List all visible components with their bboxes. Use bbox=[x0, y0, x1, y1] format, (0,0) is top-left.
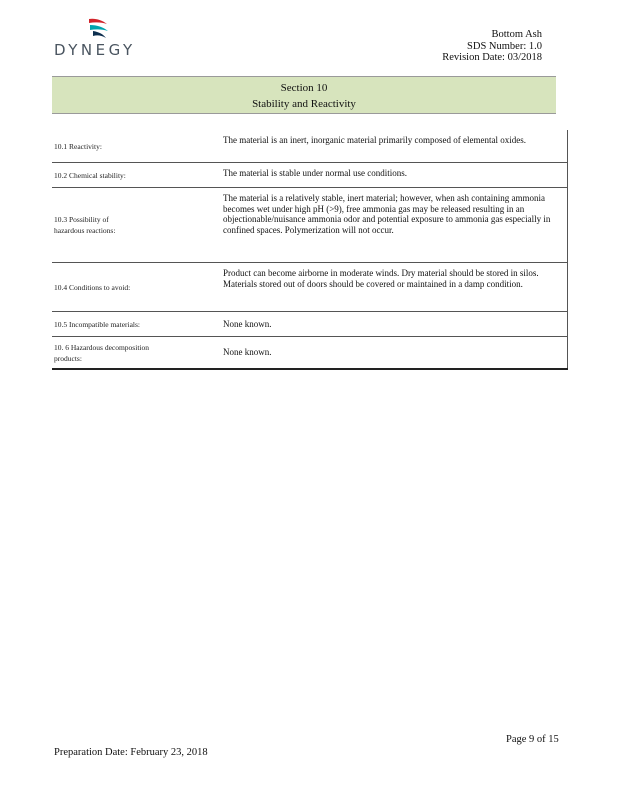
sds-number: SDS Number: 1.0 bbox=[467, 40, 542, 52]
logo-wordmark: DYNEGY bbox=[54, 41, 136, 59]
revision-date: Revision Date: 03/2018 bbox=[442, 52, 542, 63]
row-value: None known. bbox=[220, 312, 568, 336]
row-label: 10.2 Chemical stability: bbox=[54, 170, 126, 180]
row-label: 10. 6 Hazardous decomposition products: bbox=[54, 342, 149, 363]
table-row bbox=[52, 188, 568, 263]
row-value: Product can become airborne in moderate winds. Dry material should be stored in silos. Materials stored out of doors should be covered or maintained in a damp condition. bbox=[220, 263, 568, 311]
section-number: Section 10 bbox=[280, 82, 328, 94]
row-value: None known. bbox=[220, 337, 568, 368]
row-label: 10.3 Possibility of hazardous reactions: bbox=[54, 215, 116, 235]
table-row bbox=[52, 163, 568, 188]
table-row bbox=[52, 312, 568, 337]
section-title: Stability and Reactivity bbox=[252, 98, 356, 110]
product-name: Bottom Ash bbox=[491, 29, 542, 40]
stability-reactivity-table bbox=[52, 130, 568, 370]
preparation-date: Preparation Date: February 23, 2018 bbox=[54, 747, 208, 758]
document-meta bbox=[442, 29, 542, 64]
page-number: Page 9 of 15 bbox=[506, 734, 559, 745]
row-value: The material is a relatively stable, inert material; however, when ash containing ammonia becomes wet under high pH (>9), free ammonia gas may be released resulting in an objectionable/nuisance ammonia odor and potential exposure to ammonia gas especially in confined spaces. Polymerization will not occur. bbox=[220, 188, 568, 262]
section-header bbox=[52, 76, 556, 114]
row-value: The material is an inert, inorganic material primarily composed of elemental oxides. bbox=[220, 130, 568, 162]
row-label: 10.1 Reactivity: bbox=[54, 141, 102, 151]
table-row bbox=[52, 337, 568, 370]
company-logo bbox=[54, 17, 144, 61]
row-label: 10.5 Incompatible materials: bbox=[54, 319, 141, 329]
dynegy-logo-mark-icon bbox=[87, 17, 111, 39]
row-value: The material is stable under normal use conditions. bbox=[220, 163, 568, 187]
row-label: 10.4 Conditions to avoid: bbox=[54, 282, 131, 292]
table-row bbox=[52, 263, 568, 312]
table-row bbox=[52, 130, 568, 163]
